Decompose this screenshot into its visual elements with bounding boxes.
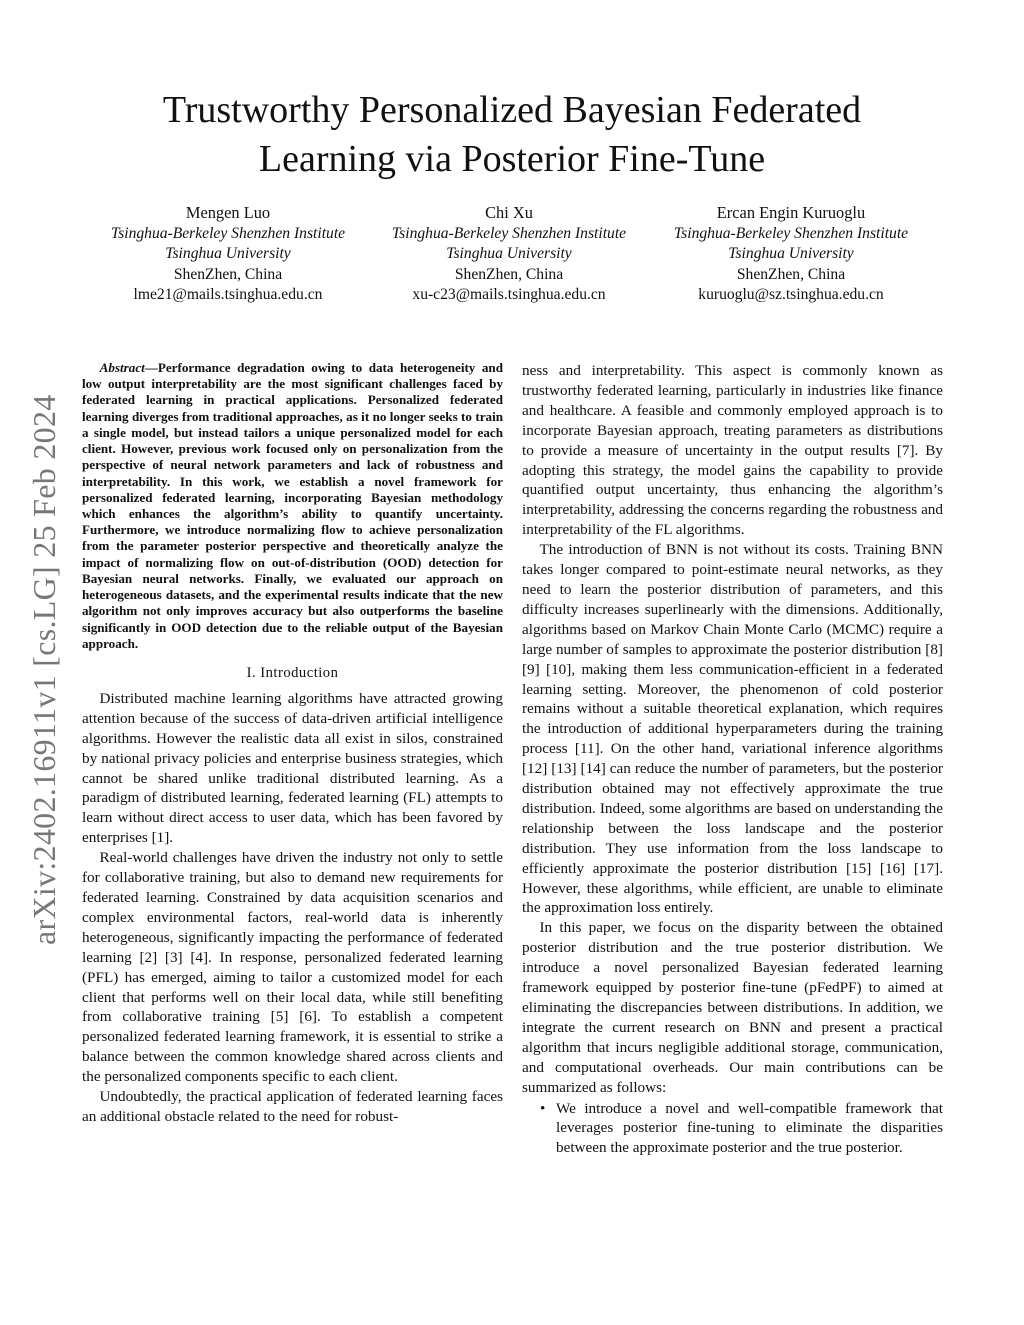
author-block-2	[369, 203, 649, 306]
arxiv-stamp: arXiv:2402.16911v1 [cs.LG] 25 Feb 2024	[26, 394, 62, 945]
author-block-3	[651, 203, 931, 306]
paragraph: Undoubtedly, the practical application of federated learning faces an additional obstacle related to the need for robust-	[82, 1088, 503, 1125]
author-name: Ercan Engin Kuruoglu	[716, 203, 866, 222]
author-city: ShenZhen, China	[173, 265, 283, 283]
paragraph: In this paper, we focus on the disparity between the obtained posterior distribution and the true posterior distribution. We introduce a novel personalized Bayesian federated learning framework equipped by posterior fine-tune (pFedPF) to aimed at eliminating the discrepancies between distributions. In addition, we integrate the current research on BNN and present a practical algorithm that incurs negligible additional storage, communication, and computational overheads. Our main contributions can be summarized as follows:	[522, 919, 943, 1096]
author-name: Mengen Luo	[185, 203, 271, 222]
title-line-1: Trustworthy Personalized Bayesian Federated	[162, 89, 862, 131]
author-university: Tsinghua University	[446, 245, 572, 263]
contribution-bullet	[522, 1099, 943, 1159]
paragraph: Real-world challenges have driven the industry not only to settle for collaborative training, but also to demand new requirements for federated learning. Constrained by data acquisition scenarios and complex environmental factors, real-world data is inherently heterogeneous, significantly impacting the performance of federated learning [2] [3] [4]. In response, personalized federated learning (PFL) has emerged, aiming to tailor a customized model for each client that performs well on their local data, while still benefiting from collaborative training [5] [6]. To establish a competent personalized federated learning framework, it is essential to strike a balance between the common knowledge shared across clients and the personalized components specific to each client.	[82, 849, 503, 1086]
paragraph-continuation: ness and interpretability. This aspect is commonly known as trustworthy federated learning, particularly in industries like finance and healthcare. A feasible and commonly employed approach is to incorporate Bayesian approach, treating parameters as distributions to provide a measure of uncertainty in the output results [7]. By adopting this strategy, the model gains the capability to provide quantified output uncertainty, thus enhancing the algorithm’s interpretability, addressing the concerns regarding the robustness and interpretability of the FL algorithms.	[522, 362, 943, 539]
author-email: kuruoglu@sz.tsinghua.edu.cn	[698, 286, 884, 304]
author-city: ShenZhen, China	[454, 265, 564, 283]
author-name: Chi Xu	[485, 203, 533, 222]
abstract-text: —Performance degradation owing to data heterogeneity and low output interpretability are the most significant challenges faced by federated learning in practical applications. Personalized federated learning diverges from traditional approaches, as it no longer seeks to train a single model, but instead tailors a unique personalized model for each client. However, previous work focused only on personalization from the perspective of neural network parameters and lack of robustness and interpretability. In this work, we establish a novel framework for personalized federated learning, incorporating Bayesian methodology which enhances the algorithm’s ability to quantify uncertainty. Furthermore, we introduce normalizing flow to achieve personalization from the parameter posterior perspective and theoretically analyze the impact of normalizing flow on out-of-distribution (OOD) detection for Bayesian neural networks. Finally, we evaluated our approach on heterogeneous datasets, and the experimental results indicate that the new algorithm not only improves accuracy but also outperforms the baseline significantly in OOD detection due to the reliable output of the Bayesian approach.	[82, 360, 503, 651]
section-heading: I. Introduction	[246, 664, 339, 681]
author-email: xu-c23@mails.tsinghua.edu.cn	[412, 286, 606, 304]
paragraph: The introduction of BNN is not without its costs. Training BNN takes longer compared to point-estimate neural networks, as they need to learn the posterior distribution of parameters, and this difficulty increases superlinearly with the dimensions. Additionally, algorithms based on Markov Chain Monte Carlo (MCMC) require a large number of samples to approximate the posterior distribution [8] [9] [10], making them less communication-efficient in a federated learning setting. Moreover, the phenomenon of cold posterior remains without a suitable theoretical explanation, which requires the introduction of additional hyperparameters during the training process [11]. On the other hand, variational inference algorithms [12] [13] [14] can reduce the number of parameters, but the posterior distribution obtained may not effectively approximate the true distribution. Indeed, some algorithms are based on understanding the relationship between the loss landscape and the posterior distribution. They use information from the loss landscape to efficiently approximate the posterior distribution [15] [16] [17]. However, these algorithms, while efficient, are unable to eliminate the approximation loss entirely.	[522, 541, 943, 917]
right-column	[522, 361, 943, 1158]
title-line-2: Learning via Posterior Fine-Tune	[258, 138, 766, 180]
author-email: lme21@mails.tsinghua.edu.cn	[133, 286, 323, 304]
bullet-icon: •	[540, 1099, 546, 1117]
author-block-1	[88, 203, 368, 306]
abstract-lead: Abstract	[99, 360, 145, 375]
author-university: Tsinghua University	[728, 245, 854, 263]
author-affiliation: Tsinghua-Berkeley Shenzhen Institute	[673, 224, 909, 242]
author-university: Tsinghua University	[165, 245, 291, 263]
author-city: ShenZhen, China	[736, 265, 846, 283]
bullet-text: We introduce a novel and well-compatible framework that leverages posterior fine-tuning to eliminate the disparities between the approximate posterior and the true posterior.	[556, 1099, 943, 1157]
left-column	[82, 360, 503, 1127]
paper-title	[80, 86, 944, 184]
abstract	[82, 360, 503, 652]
author-affiliation: Tsinghua-Berkeley Shenzhen Institute	[110, 224, 346, 242]
author-affiliation: Tsinghua-Berkeley Shenzhen Institute	[391, 224, 627, 242]
paragraph: Distributed machine learning algorithms have attracted growing attention because of the success of data-driven artificial intelligence algorithms. However the realistic data all exist in silos, constrained by national privacy policies and enterprise business strategies, which cannot be shared unlike traditional distributed learning. As a paradigm of distributed learning, federated learning (FL) attempts to learn without direct access to user data, which has been favored by enterprises [1].	[82, 689, 503, 847]
